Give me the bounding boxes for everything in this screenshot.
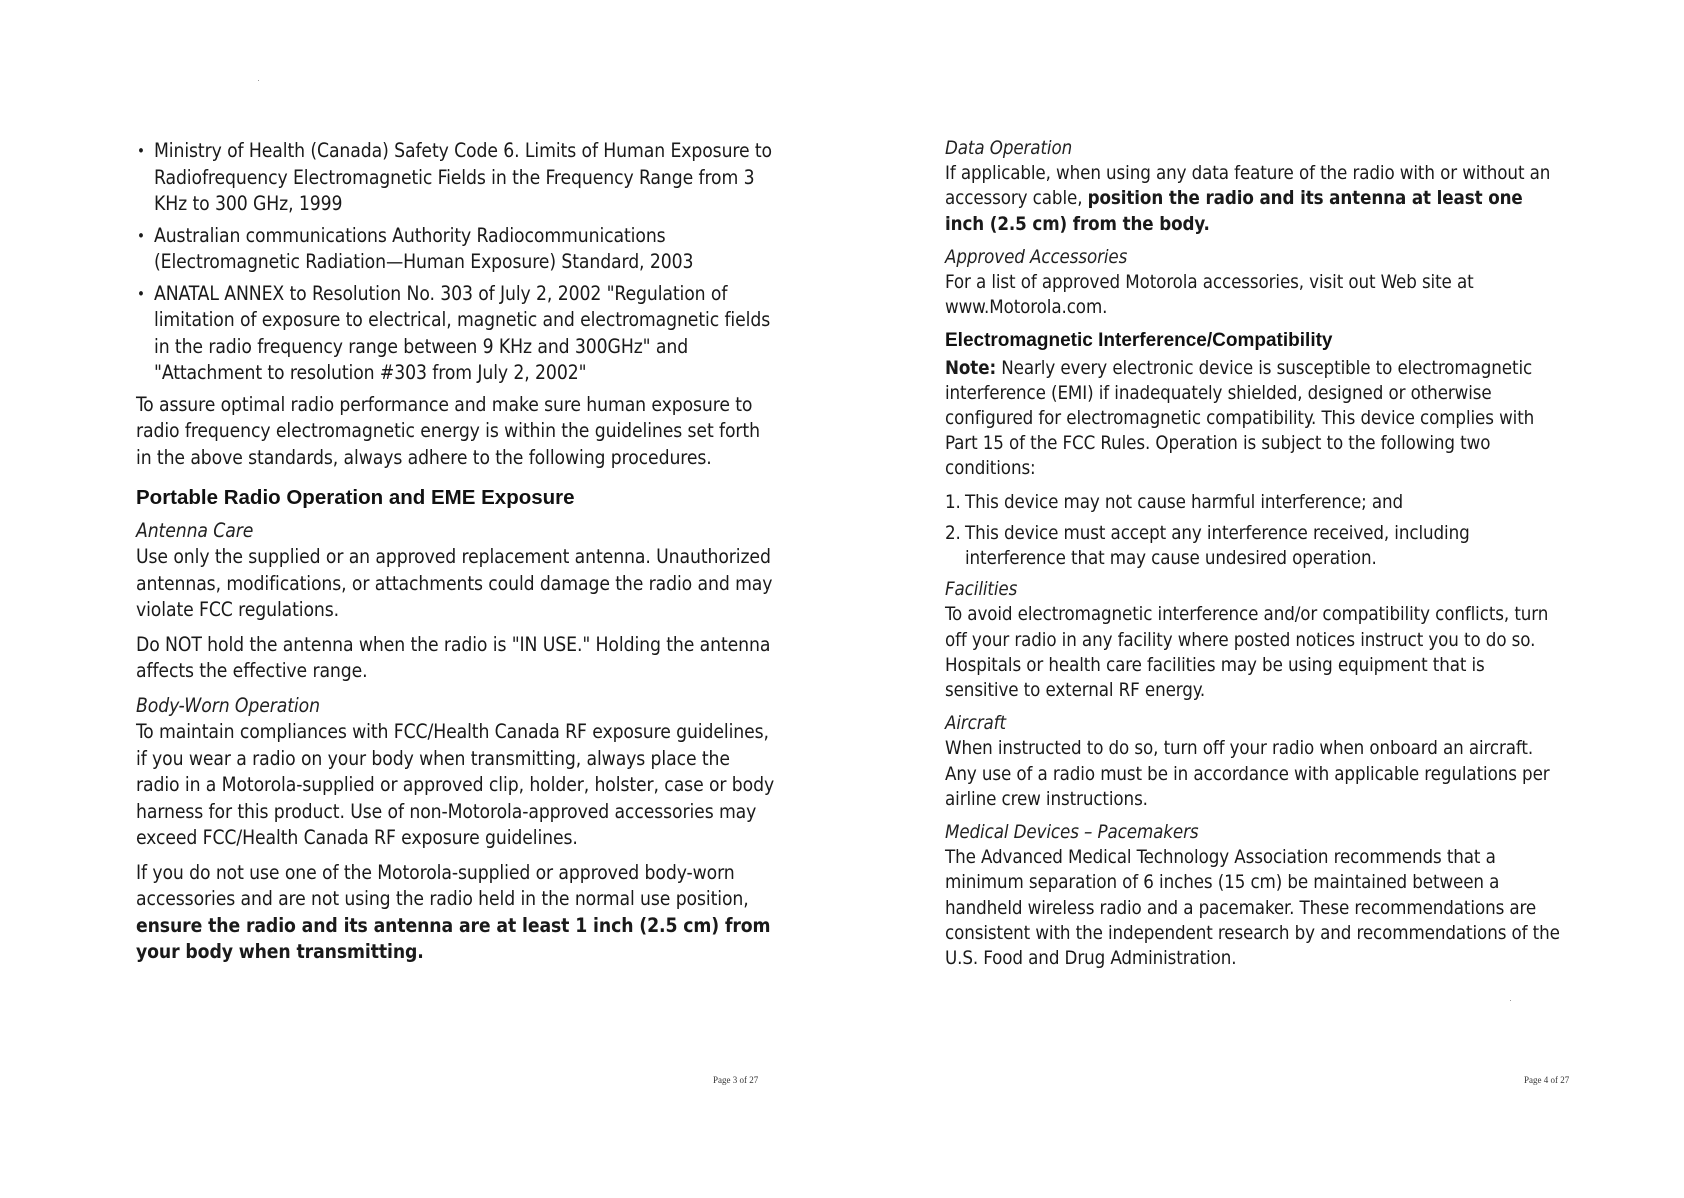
data-operation-paragraph xyxy=(945,161,1560,237)
aircraft-heading: Aircraft xyxy=(945,713,1006,735)
left-page-content xyxy=(136,138,776,974)
right-page-content xyxy=(945,136,1560,979)
section-title-emi: Electromagnetic Interference/Compatibility xyxy=(945,330,1333,352)
list-item-text: This device may not cause harmful interference; and xyxy=(965,491,1404,513)
body-worn-heading: Body-Worn Operation xyxy=(136,693,320,717)
data-operation-bold: position the radio and its antenna at least one inch (2.5 cm) from the body. xyxy=(945,188,1523,235)
standards-list xyxy=(136,138,776,387)
body-worn-warning-bold: ensure the radio and its antenna are at least 1 inch (2.5 cm) from your body when transmitting. xyxy=(136,913,771,963)
list-item xyxy=(945,490,1560,515)
data-operation-heading: Data Operation xyxy=(945,138,1073,159)
bullet-icon: • xyxy=(137,142,145,160)
scan-speck xyxy=(1510,1000,1511,1001)
data-operation-text: If applicable, when using any data feature of the radio with or without an accessory cable, xyxy=(945,163,1551,210)
approved-accessories-heading: Approved Accessories xyxy=(945,246,1128,268)
bullet-icon: • xyxy=(137,284,145,303)
medical-devices-paragraph: The Advanced Medical Technology Association recommends that a minimum separation of 6 inches (15 cm) be maintained between a handheld wireless radio and a pacemaker. These recommendations are consistent with the independent research by and recommendations of the U.S. Food and Drug Administration. xyxy=(945,847,1560,970)
page-number-right: Page 4 of 27 xyxy=(1524,1075,1570,1085)
intro-paragraph: To assure optimal radio performance and make sure human exposure to radio frequency electromagnetic energy is within the guidelines set forth in the above standards, always adhere to the following procedures. xyxy=(136,392,760,469)
conditions-list xyxy=(945,490,1560,572)
facilities-heading: Facilities xyxy=(945,579,1018,601)
list-item xyxy=(136,281,776,387)
list-item xyxy=(136,138,776,218)
list-item xyxy=(136,223,776,276)
body-worn-warning-text: If you do not use one of the Motorola-supplied or approved body-worn accessories and are not using the radio held in the normal use position, xyxy=(136,860,749,910)
list-number: 2. xyxy=(945,522,961,544)
approved-accessories-paragraph: For a list of approved Motorola accessories, visit out Web site at www.Motorola.com. xyxy=(945,272,1474,319)
scan-speck xyxy=(258,80,259,81)
list-item-text: Australian communications Authority Radiocommunications (Electromagnetic Radiation—Human Exposure) Standard, 2003 xyxy=(154,223,694,273)
note-paragraph xyxy=(945,356,1560,482)
list-item-text: This device must accept any interference received, including interference that may cause undesired operation. xyxy=(965,522,1470,570)
note-label: Note: xyxy=(945,357,997,379)
list-number: 1. xyxy=(945,491,961,513)
list-item-text: ANATAL ANNEX to Resolution No. 303 of July 2, 2002 "Regulation of limitation of exposure to electrical, magnetic and electromagnetic fields in the radio frequency range between 9 KHz and 300GHz" and "Attachment to resolution #303 from July 2, 2002" xyxy=(154,281,771,384)
antenna-care-paragraph: Use only the supplied or an approved replacement antenna. Unauthorized antennas, modifications, or attachments could damage the radio and may violate FCC regulations. xyxy=(136,545,773,621)
list-item-text: Ministry of Health (Canada) Safety Code 6. Limits of Human Exposure to Radiofrequency Electromagnetic Fields in the Frequency Range from 3 KHz to 300 GHz, 1999 xyxy=(154,139,773,215)
body-worn-paragraph: To maintain compliances with FCC/Health Canada RF exposure guidelines, if you wear a radio on your body when transmitting, always place the radio in a Motorola-supplied or approved clip, holder, holster, case or body harness for this product. Use of non-Motorola-approved accessories may exceed FCC/Health Canada RF exposure guidelines. xyxy=(136,720,775,849)
list-item xyxy=(945,521,1560,571)
aircraft-paragraph: When instructed to do so, turn off your radio when onboard an aircraft. Any use of a radio must be in accordance with applicable regulations per airline crew instructions. xyxy=(945,738,1550,810)
bullet-icon: • xyxy=(137,226,145,245)
medical-devices-heading: Medical Devices – Pacemakers xyxy=(945,822,1199,844)
antenna-hold-paragraph: Do NOT hold the antenna when the radio is "IN USE." Holding the antenna affects the effective range. xyxy=(136,632,771,682)
facilities-paragraph: To avoid electromagnetic interference and/or compatibility conflicts, turn off your radio in any facility where posted notices instruct you to do so. Hospitals or health care facilities may be using equipment that is sensitive to external RF energy. xyxy=(945,604,1549,702)
note-text: Nearly every electronic device is susceptible to electromagnetic interference (EMI) if inadequately shielded, designed or otherwise configured for electromagnetic compatibility. This device complies with Part 15 of the FCC Rules. Operation is subject to the following two conditions: xyxy=(945,357,1535,480)
section-title-portable-radio: Portable Radio Operation and EME Exposure xyxy=(136,486,575,509)
antenna-care-heading: Antenna Care xyxy=(136,518,254,542)
page-number-left: Page 3 of 27 xyxy=(713,1075,759,1085)
body-worn-warning-paragraph xyxy=(136,860,776,966)
